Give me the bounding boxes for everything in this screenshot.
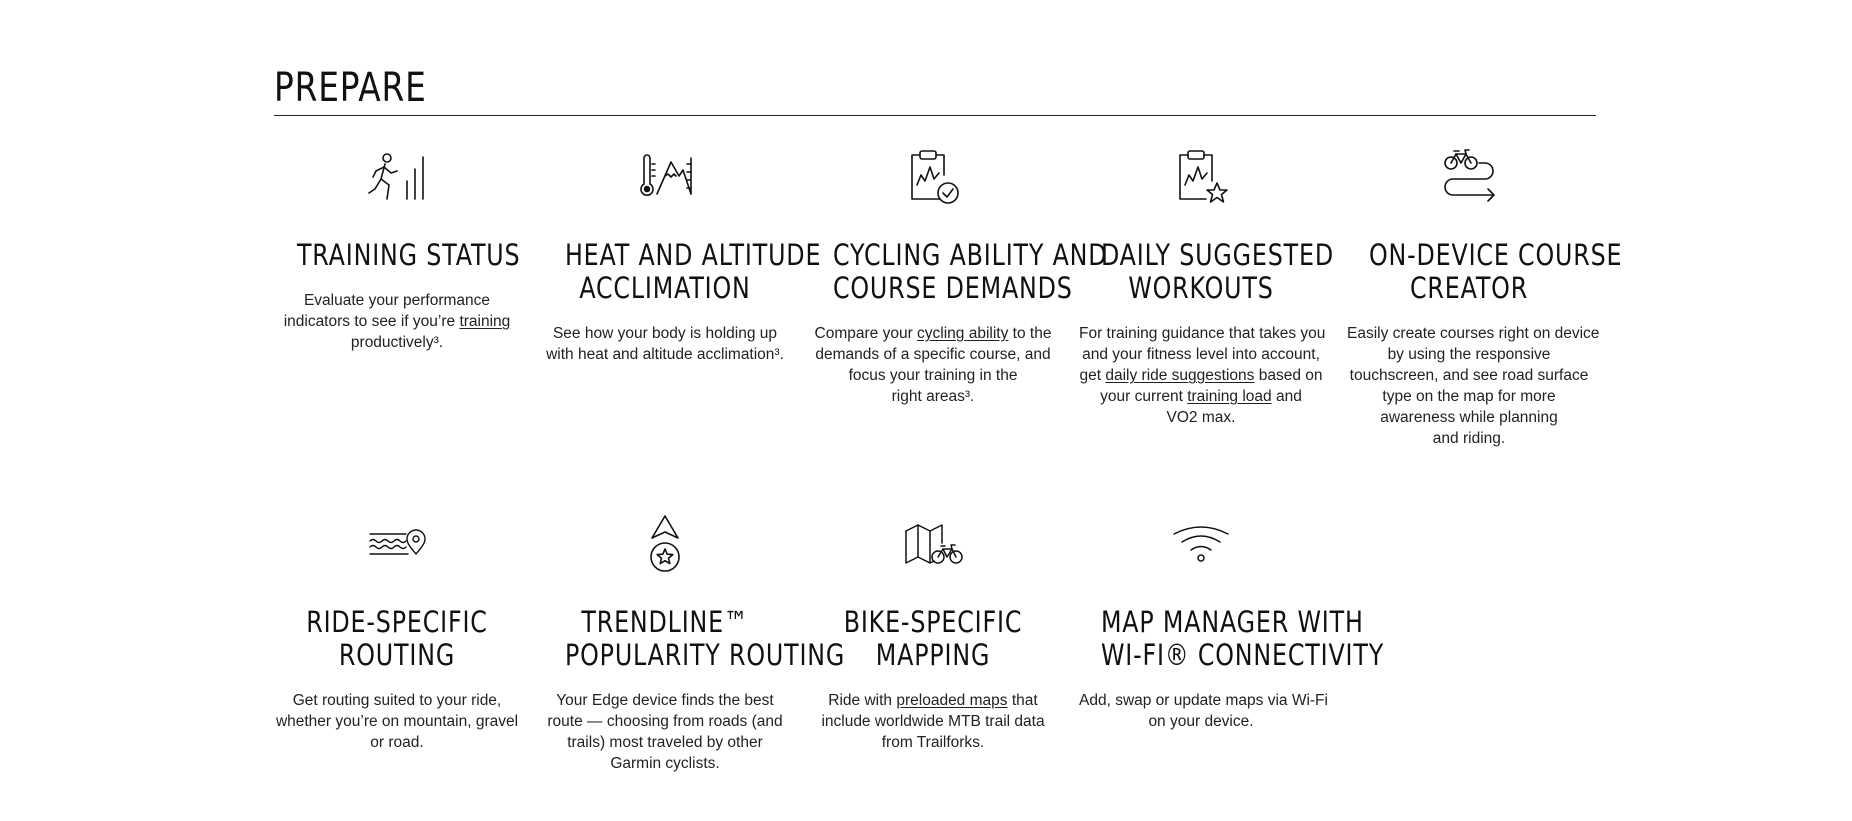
feature-description: For training guidance that takes you and your fitness level into account, get daily ride suggestions based on your current training load and VO2 max.: [1079, 325, 1326, 426]
feature-title: HEAT AND ALTITUDE ACCLIMATION: [564, 238, 822, 305]
feature-card-cycling-ability: [811, 145, 1108, 407]
runner-icon: [275, 145, 519, 209]
training-link[interactable]: training: [459, 313, 511, 330]
navigation-star-icon: [543, 512, 787, 576]
feature-description: Get routing suited to your ride, whether you’re on mountain, gravel or road.: [275, 692, 519, 751]
section-divider: [274, 115, 1596, 116]
feature-card-ride-specific-routing: [275, 512, 519, 753]
training-load-link[interactable]: training load: [1187, 388, 1272, 405]
feature-card-map-manager: [1079, 512, 1385, 732]
terrain-pin-icon: [275, 512, 519, 576]
feature-title: RIDE-SPECIFIC ROUTING: [306, 605, 488, 672]
feature-description: See how your body is holding up with heat and altitude acclimation³.: [546, 325, 784, 363]
feature-description: Compare your cycling ability to the demands of a specific course, and focus your training in the right areas³.: [814, 325, 1052, 405]
feature-description: Your Edge device finds the best route — choosing from roads (and trails) most traveled by other Garmin cyclists.: [547, 692, 783, 772]
feature-description: Ride with preloaded maps that include worldwide MTB trail data from Trailforks.: [821, 692, 1045, 751]
cycling-ability-link[interactable]: cycling ability: [917, 325, 1009, 342]
feature-title: TRENDLINE™ POPULARITY ROUTING: [564, 605, 846, 672]
feature-title: BIKE-SPECIFIC MAPPING: [843, 605, 1023, 672]
wifi-icon: [1079, 512, 1323, 576]
section-title: PREPARE: [274, 65, 427, 111]
feature-title: CYCLING ABILITY AND COURSE DEMANDS: [832, 238, 1108, 305]
feature-title: ON-DEVICE COURSE CREATOR: [1368, 238, 1623, 305]
daily-ride-suggestions-link[interactable]: daily ride suggestions: [1105, 367, 1255, 384]
feature-description: Evaluate your performance indicators to see if you’re training productively³.: [283, 292, 511, 351]
clipboard-star-icon: [1079, 145, 1323, 209]
clipboard-check-icon: [811, 145, 1055, 209]
feature-card-training-status: [275, 145, 519, 353]
feature-card-daily-workouts: [1079, 145, 1334, 428]
feature-card-course-creator: [1347, 145, 1623, 449]
thermometer-mountain-icon: [543, 145, 787, 209]
feature-description: Easily create courses right on device by using the responsive touchscreen, and see road surface type on the map for more awareness while planning and riding.: [1347, 325, 1600, 447]
feature-description: Add, swap or update maps via Wi-Fi on your device.: [1079, 692, 1328, 730]
feature-card-heat-altitude: [543, 145, 822, 365]
map-bike-icon: [811, 512, 1055, 576]
feature-card-trendline-routing: [543, 512, 846, 774]
feature-title: DAILY SUGGESTED WORKOUTS: [1100, 238, 1334, 305]
feature-title: TRAINING STATUS: [296, 238, 521, 272]
preloaded-maps-link[interactable]: preloaded maps: [896, 692, 1008, 709]
feature-card-bike-mapping: [811, 512, 1055, 753]
bike-route-icon: [1347, 145, 1591, 209]
feature-title: MAP MANAGER WITH WI-FI® CONNECTIVITY: [1100, 605, 1385, 672]
